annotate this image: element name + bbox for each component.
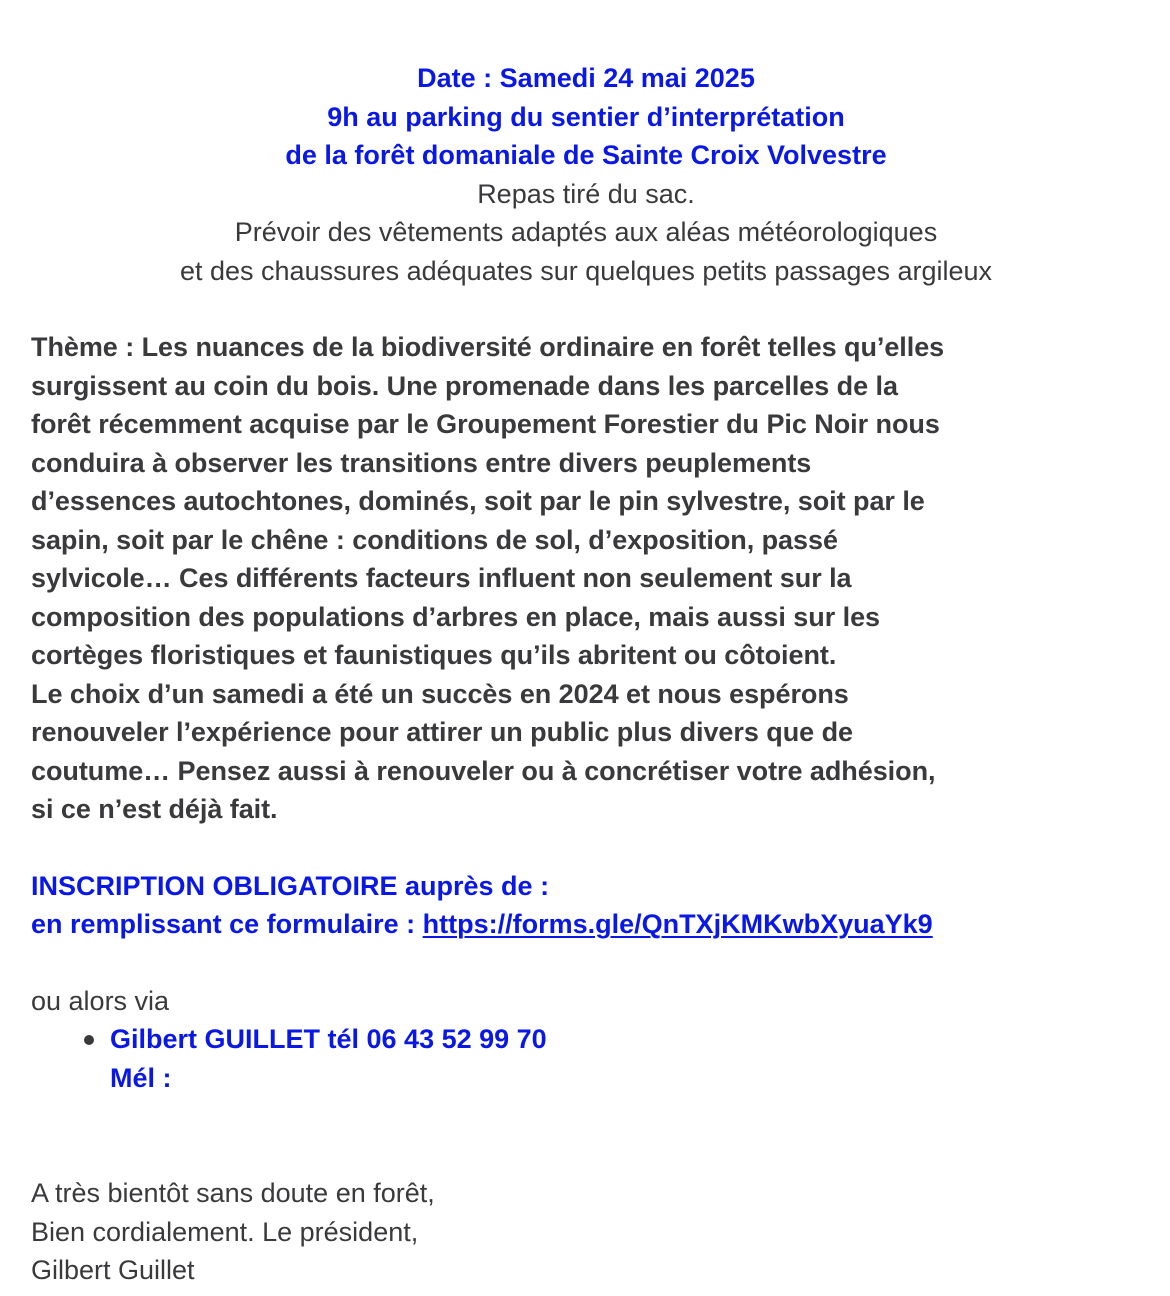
closing-line-2: Bien cordialement. Le président, [31, 1216, 419, 1247]
registration-title: INSCRIPTION OBLIGATOIRE auprès de : [31, 870, 550, 901]
theme-line: coutume… Pensez aussi à renouveler ou à concrétiser votre adhésion, [31, 755, 936, 786]
registration-section [31, 867, 1141, 944]
theme-paragraph [31, 328, 1141, 829]
signature: Gilbert Guillet [31, 1255, 195, 1285]
form-prefix: en remplissant ce formulaire : [31, 909, 423, 939]
contact-phone: Gilbert GUILLET tél 06 43 52 99 70 [110, 1024, 547, 1054]
clothing-note-2: et des chaussures adéquates sur quelques petits passages argileux [179, 255, 993, 286]
theme-line: surgissent au coin du bois. Une promenade dans les parcelles de la [31, 370, 898, 401]
event-header [31, 59, 1141, 290]
closing-line-1: A très bientôt sans doute en forêt, [31, 1178, 435, 1208]
theme-line: forêt récemment acquise par le Groupement Forestier du Pic Noir nous [31, 409, 940, 439]
theme-line: si ce n’est déjà fait. [31, 794, 278, 824]
meeting-point: 9h au parking du sentier d’interprétation [327, 101, 845, 132]
event-location: de la forêt domaniale de Sainte Croix Volvestre [285, 140, 887, 170]
alternative-section [31, 982, 1141, 1098]
theme-line: d’essences autochtones, dominés, soit par le pin sylvestre, soit par le [31, 486, 925, 516]
theme-line: conduira à observer les transitions entre divers peuplements [31, 447, 812, 478]
email-body [31, 59, 1141, 1290]
theme-line: renouveler l’expérience pour attirer un public plus divers que de [31, 717, 853, 747]
registration-form-line [31, 905, 1141, 944]
theme-line: Thème : Les nuances de la biodiversité ordinaire en forêt telles qu’elles [31, 332, 945, 362]
clothing-note-1: Prévoir des vêtements adaptés aux aléas météorologiques [234, 217, 938, 247]
alternative-intro: ou alors via [31, 985, 170, 1016]
theme-line: composition des populations d’arbres en place, mais aussi sur les [31, 601, 881, 632]
list-item [110, 1020, 1141, 1097]
theme-line: sapin, soit par le chêne : conditions de sol, d’exposition, passé [31, 524, 838, 555]
meal-note: Repas tiré du sac. [477, 178, 695, 209]
theme-line: cortèges floristiques et faunistiques qu’ils abritent ou côtoient. [31, 640, 837, 670]
theme-line: Le choix d’un samedi a été un succès en 2024 et nous espérons [31, 678, 849, 709]
closing-section [31, 1174, 1141, 1290]
event-date: Date : Samedi 24 mai 2025 [417, 63, 755, 93]
contact-list [31, 1020, 1141, 1097]
contact-mail-label: Mél : [110, 1062, 172, 1093]
theme-line: sylvicole… Ces différents facteurs influent non seulement sur la [31, 563, 852, 593]
form-link[interactable]: https://forms.gle/QnTXjKMKwbXyuaYk9 [422, 909, 933, 939]
